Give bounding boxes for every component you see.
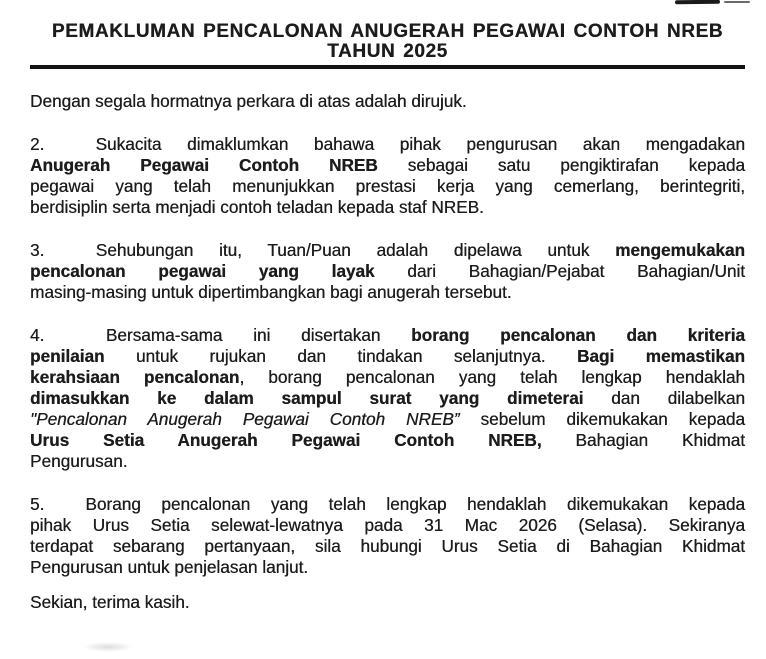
- text-line: Dengan segala hormatnya perkara di atas adalah dirujuk.: [30, 91, 467, 111]
- scan-artifact-top-mark: [675, 0, 720, 4]
- text-line: terdapat sebarang pertanyaan, sila hubungi Urus Setia di Bahagian Khidmat: [30, 536, 745, 556]
- text-line: 2. Sukacita dimaklumkan bahawa pihak pengurusan akan mengadakan: [30, 134, 745, 154]
- text-line: 3. Sehubungan itu, Tuan/Puan adalah dipelawa untuk mengemukakan: [30, 240, 745, 260]
- scan-artifact-top-mark-tail: [724, 1, 750, 3]
- paragraph-item-5: [30, 494, 745, 578]
- text-line: Anugerah Pegawai Contoh NREB sebagai satu pengiktirafan kepada: [30, 155, 745, 175]
- paragraph-salutation: [30, 91, 745, 112]
- text-line: "Pencalonan Anugerah Pegawai Contoh NREB” sebelum dikemukakan kepada: [30, 409, 745, 429]
- text-line: kerahsiaan pencalonan, borang pencalonan yang telah lengkap hendaklah: [30, 367, 745, 387]
- text-line: pihak Urus Setia selewat-lewatnya pada 31 Mac 2026 (Selasa). Sekiranya: [30, 515, 745, 535]
- paragraph-item-4: [30, 325, 745, 472]
- paragraph-item-2: [30, 134, 745, 218]
- letter-title-line1: PEMAKLUMAN PENCALONAN ANUGERAH PEGAWAI CONTOH NREB: [51, 21, 724, 42]
- paragraph-item-3: [30, 240, 745, 303]
- letter-header: [30, 22, 745, 69]
- document-body: [30, 91, 745, 613]
- text-line: Pengurusan.: [30, 451, 128, 471]
- text-line: berdisiplin serta menjadi contoh teladan kepada staf NREB.: [30, 197, 484, 217]
- text-line: dimasukkan ke dalam sampul surat yang dimeterai dan dilabelkan: [30, 388, 745, 408]
- text-line: penilaian untuk rujukan dan tindakan selanjutnya. Bagi memastikan: [30, 346, 745, 366]
- paragraph-closing: [30, 592, 745, 613]
- text-line: Pengurusan untuk penjelasan lanjut.: [30, 557, 309, 577]
- text-line: 5. Borang pencalonan yang telah lengkap hendaklah dikemukakan kepada: [30, 494, 745, 514]
- title-underline: [30, 65, 745, 69]
- letter-title-line2: TAHUN 2025: [327, 40, 448, 62]
- text-line: masing-masing untuk dipertimbangkan bagi anugerah tersebut.: [30, 282, 512, 302]
- text-line: 4. Bersama-sama ini disertakan borang pencalonan dan kriteria: [30, 325, 745, 345]
- scan-artifact-smudge: [82, 642, 134, 652]
- text-line: Sekian, terima kasih.: [30, 592, 190, 612]
- text-line: pencalonan pegawai yang layak dari Bahagian/Pejabat Bahagian/Unit: [30, 261, 746, 281]
- text-line: Urus Setia Anugerah Pegawai Contoh NREB, Bahagian Khidmat: [30, 430, 745, 450]
- text-line: pegawai yang telah menunjukkan prestasi kerja yang cemerlang, berintegriti,: [30, 176, 745, 196]
